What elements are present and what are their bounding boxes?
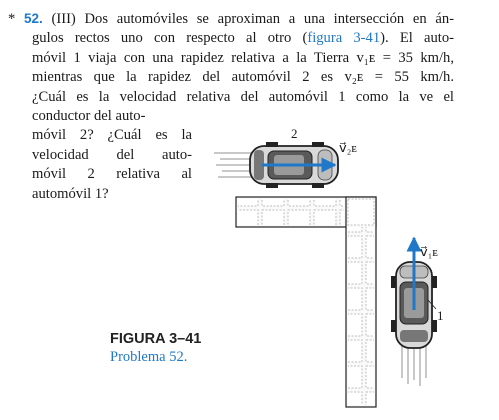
figure-title: FIGURA 3–41 [110,331,202,347]
v1e-label: v⃗₁ᴇ [420,244,439,259]
problem-line-10: automóvil 1? [32,185,109,202]
figure-subtitle[interactable]: Problema 52. [110,349,188,365]
problem-text-2b: ). El auto- [380,30,454,47]
car-1-label: 1 [437,308,444,323]
motion-blur-car-2 [214,153,252,177]
problem-text-2a: gulos rectos uno con respecto al otro ( [32,30,308,47]
problem-number: 52. [24,11,43,26]
problem-line-5: ¿Cuál es la velocidad relativa del automóvil 1 como la ve el [32,88,454,105]
car-2-label: 2 [291,126,298,141]
difficulty-level: (III) [51,11,76,27]
motion-blur-car-1 [402,346,426,386]
v2e-label: v⃗₂ᴇ [339,140,358,155]
problem-line-6: conductor del auto- [32,108,146,125]
figure-link[interactable]: figura 3-41 [307,30,381,47]
problem-line-3: móvil 1 viaja con una rapidez relativa a la Tierra v₁ᴇ = 35 km/h, [32,49,454,66]
problem-line-9: móvil 2 relativa al [32,166,192,183]
problem-line-4: mientras que la rapidez del automóvil 2 es v₂ᴇ = 55 km/h. [32,69,454,86]
challenge-star: * [8,11,16,27]
problem-line-8: velocidad del auto- [32,146,192,163]
figure-caption [110,331,201,366]
problem-text-1: Dos automóviles se aproximan a una intersección en án- [84,11,454,27]
sidewalk-corner [236,197,376,407]
problem-line-7: móvil 2? ¿Cuál es la [32,127,192,144]
